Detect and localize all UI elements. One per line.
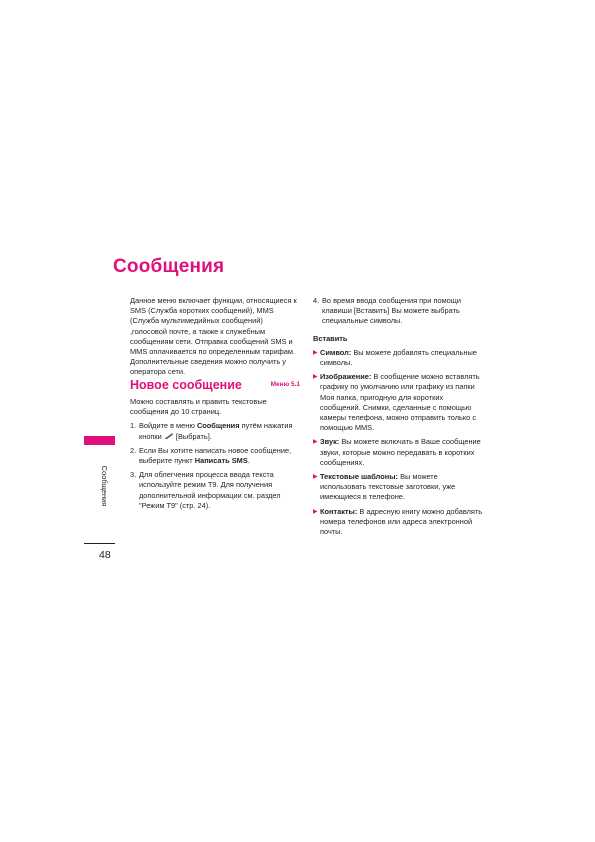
triangle-bullet-icon: ▶ (313, 374, 318, 381)
insert-term: Звук: (320, 437, 340, 447)
triangle-bullet-icon: ▶ (313, 474, 318, 481)
insert-desc: Вы можете включать в Ваше сообщение звуки, которые можно передавать в коротких сообщениях. (320, 437, 481, 467)
step-item (313, 296, 485, 327)
side-tab-marker (84, 436, 115, 445)
footer-divider (84, 543, 115, 544)
step-text-part: путём нажатия кнопки (139, 421, 293, 441)
step-text: Для облегчения процесса ввода текста используйте режим T9. Для получения дополнительной информации см. раздел "Режим T9" (стр. 24). (139, 470, 281, 510)
section-header (130, 378, 300, 394)
step-bold-term: Написать SMS (194, 456, 248, 466)
insert-desc: Вы можете использовать текстовые заготовки, уже имеющиеся в телефоне. (320, 472, 456, 502)
triangle-bullet-icon: ▶ (313, 508, 318, 515)
step-number: 3. (130, 470, 137, 480)
intro-paragraph: Данное меню включает функции, относящиеся к SMS (Служба коротких сообщений), MMS (Служба мультимедийных сообщений) ,голосовой почте, а также к служебным сообщениям сети. Отправка сообщений SMS и MMS оплачивается по определенным тарифам. Дополнительные сведения можно получить у оператора сети. (130, 296, 297, 377)
step-text-part: Войдите в меню (139, 421, 197, 431)
step-text (139, 446, 300, 466)
triangle-bullet-icon: ▶ (313, 439, 318, 446)
insert-desc: В сообщение можно вставлять графику по умолчанию или графику из папки Моя папка, пригодную для коротких сообщений. Снимки, сделанные с помощью камеры телефона, можно отправить только с помощью MMS. (320, 372, 480, 433)
step-number: 4. (313, 296, 320, 305)
insert-desc: Вы можете добавлять специальные символы. (320, 347, 477, 368)
insert-item (313, 348, 485, 368)
insert-desc: В адресную книгу можно добавлять номера телефонов или адреса электронной почты. (320, 506, 483, 537)
page-number: 48 (99, 549, 111, 561)
send-key-icon (164, 432, 174, 440)
insert-term: Контакты: (320, 506, 358, 516)
step-text-part: [Выбрать]. (175, 431, 212, 441)
insert-term: Изображение: (320, 372, 372, 382)
step-item (130, 446, 300, 466)
step-text-part: . (247, 456, 250, 466)
menu-reference: Меню 5.1 (270, 381, 300, 388)
side-tab-label: Сообщения (100, 465, 109, 507)
step-number: 2. (130, 445, 137, 455)
step-text-part: Если Вы хотите написать новое сообщение, выберите пункт (139, 445, 292, 466)
step-text: Во время ввода сообщения при помощи клавиши [Вставить] Вы можете выбрать специальные символы. (322, 296, 461, 326)
step-bold-term: Сообщения (196, 421, 240, 431)
step-text (139, 421, 300, 441)
insert-label: Вставить (313, 333, 348, 343)
insert-item (313, 372, 485, 433)
triangle-bullet-icon: ▶ (313, 349, 318, 356)
section-heading: Новое сообщение (130, 378, 242, 392)
page-title: Сообщения (113, 256, 225, 277)
insert-item (313, 472, 485, 503)
insert-item (313, 507, 485, 538)
right-column-body (313, 296, 485, 537)
insert-term: Текстовые шаблоны: (320, 472, 399, 482)
insert-term: Символ: (320, 347, 352, 357)
section-lead: Можно составлять и править текстовые сообщения до 10 страниц. (130, 397, 267, 417)
step-item (130, 421, 300, 441)
step-number: 1. (130, 421, 137, 431)
insert-item (313, 437, 485, 468)
step-item (130, 470, 300, 511)
left-column-body (130, 397, 300, 511)
